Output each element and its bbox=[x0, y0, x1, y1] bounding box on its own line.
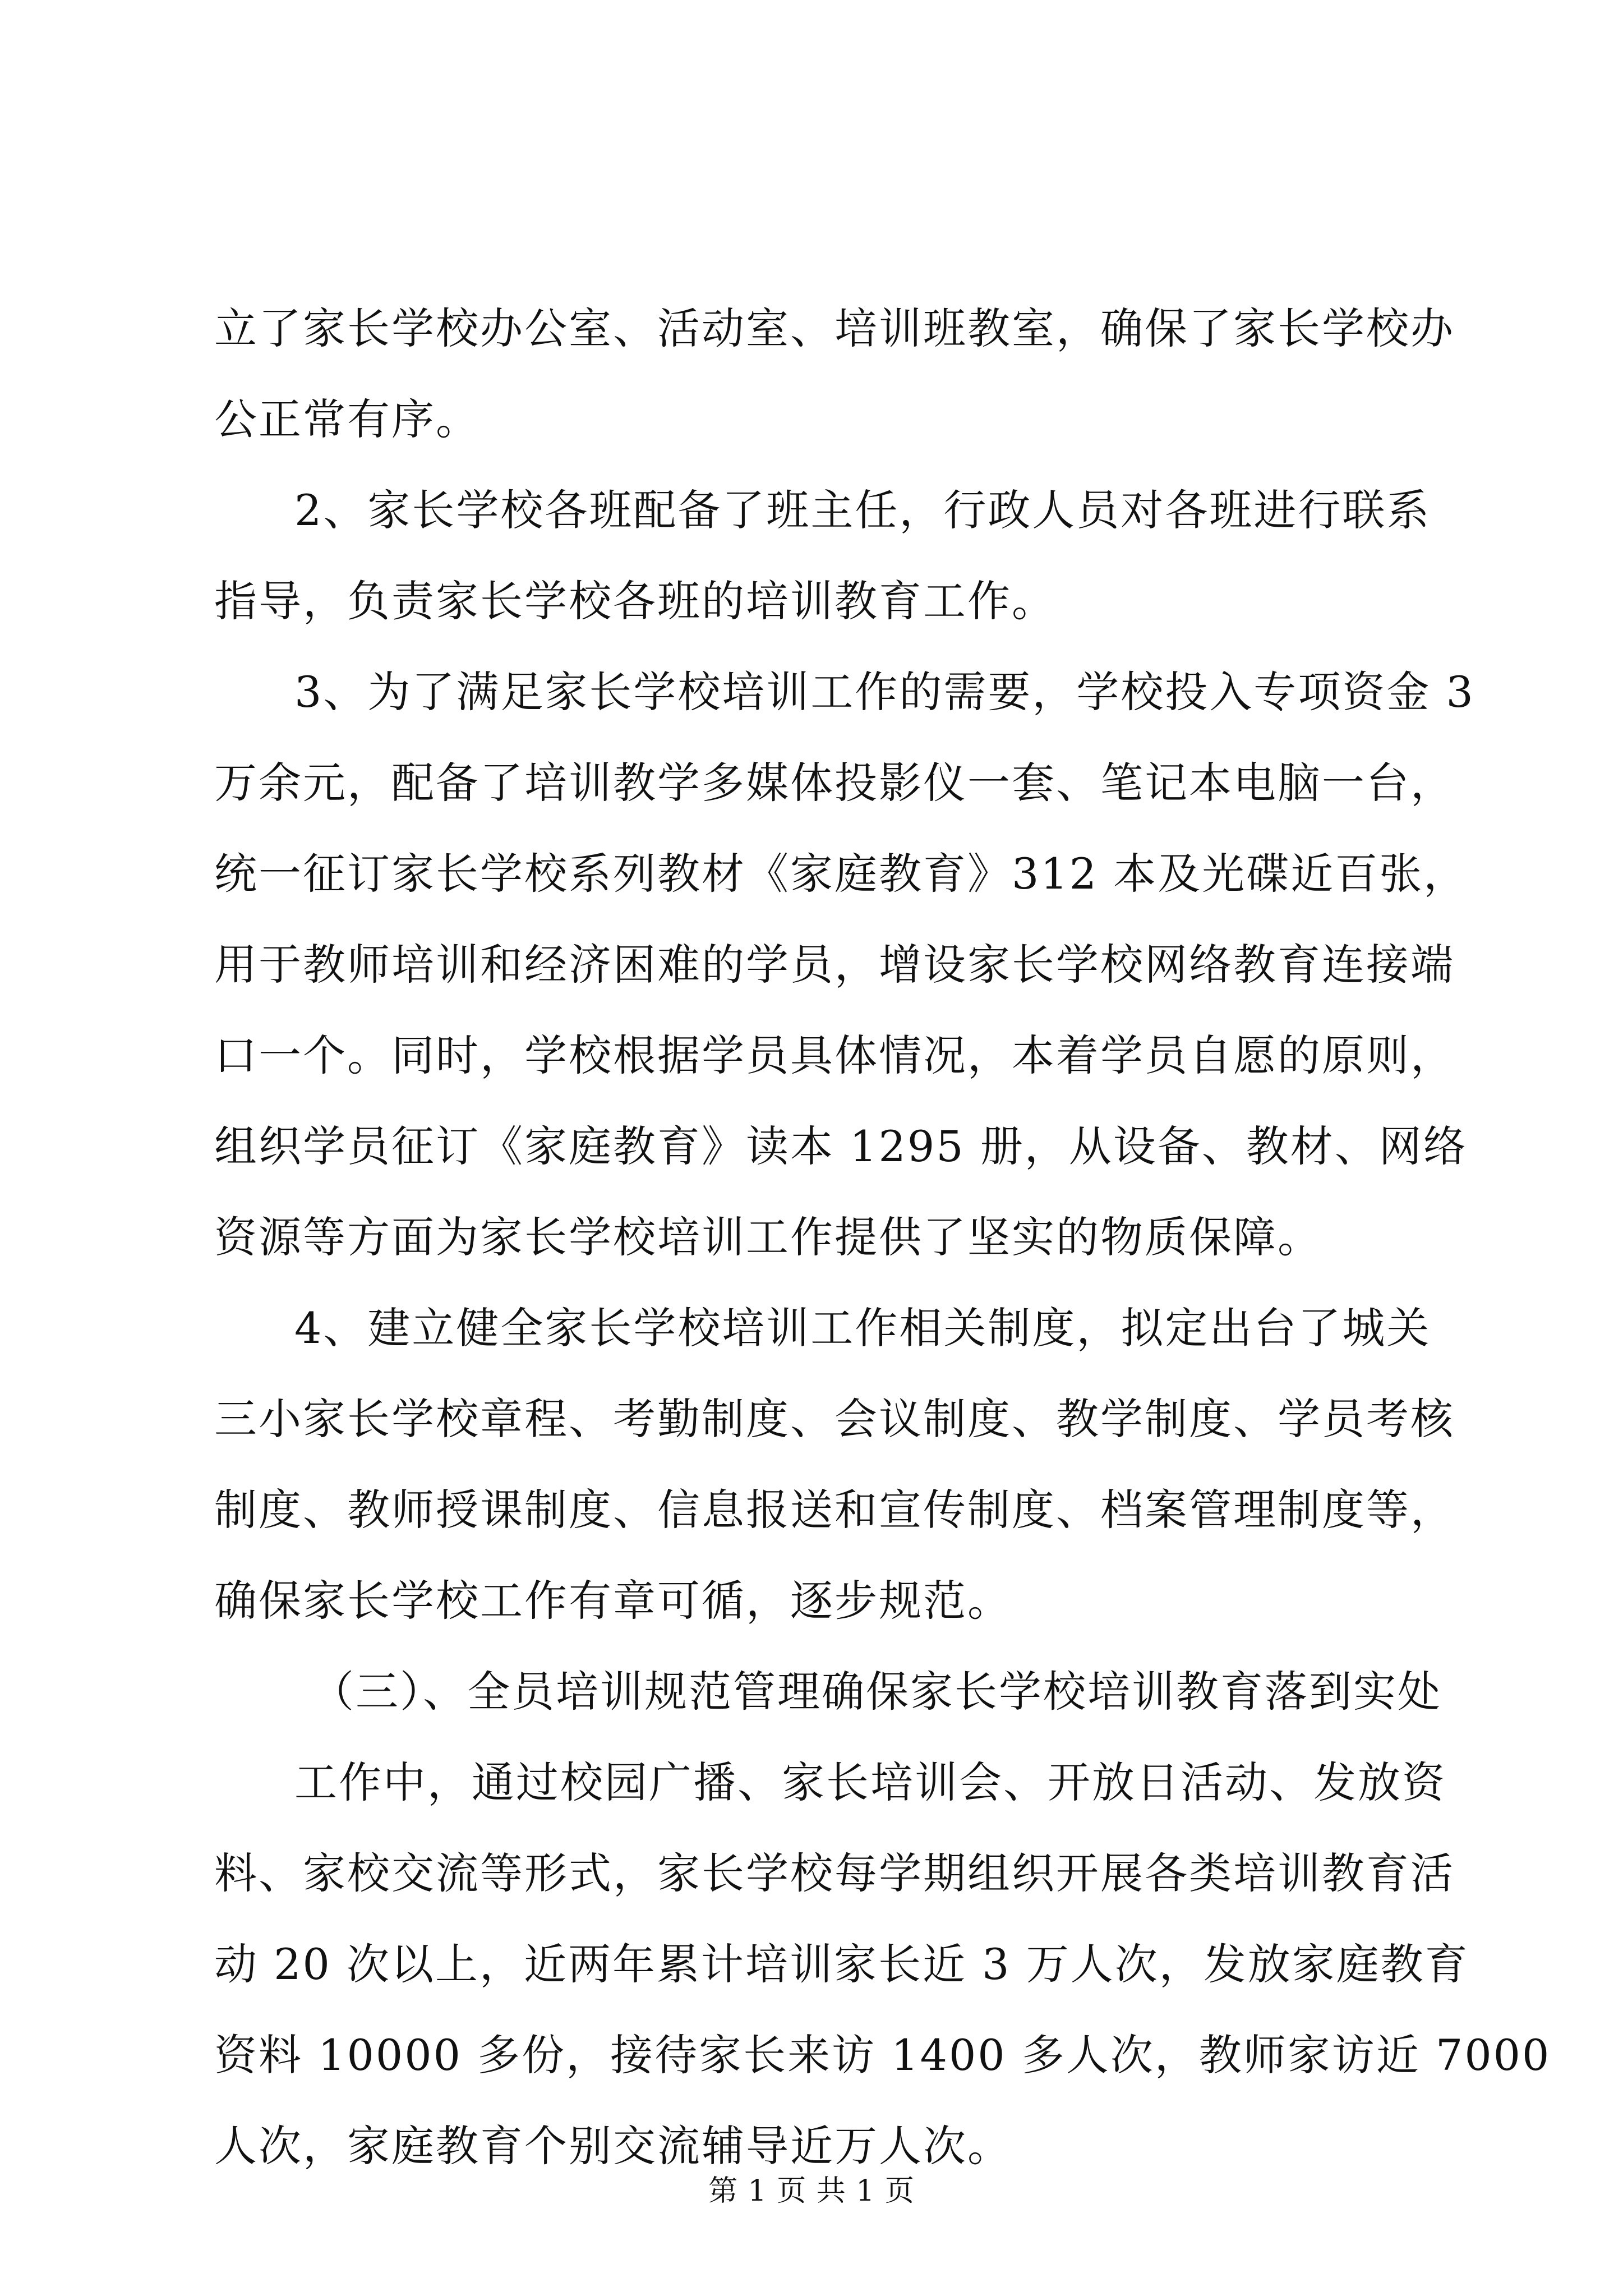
section-heading: （三）、全员培训规范管理确保家长学校培训教育落到实处 bbox=[311, 1667, 1442, 1717]
body-line-7: 统一征订家长学校系列教材《家庭教育》312 本及光碟近百张， bbox=[214, 849, 1468, 899]
body-line-19: 动 20 次以上，近两年累计培训家长近 3 万人次，发放家庭教育 bbox=[214, 1939, 1469, 1989]
body-line-8: 用于教师培训和经济困难的学员，增设家长学校网络教育连接端 bbox=[214, 940, 1455, 990]
body-line-13: 三小家长学校章程、考勤制度、会议制度、教学制度、学员考核 bbox=[214, 1394, 1455, 1444]
page-footer: 第 1 页 共 1 页 bbox=[708, 2174, 915, 2208]
body-line-17: 工作中，通过校园广播、家长培训会、开放日活动、发放资 bbox=[294, 1757, 1446, 1807]
body-line-15: 确保家长学校工作有章可循，逐步规范。 bbox=[214, 1576, 1012, 1626]
body-line-9: 口一个。同时，学校根据学员具体情况，本着学员自愿的原则， bbox=[214, 1030, 1455, 1080]
body-line-2: 公正常有序。 bbox=[214, 394, 480, 444]
body-line-1: 立了家长学校办公室、活动室、培训班教室，确保了家长学校办 bbox=[214, 303, 1455, 353]
body-line-4: 指导，负责家长学校各班的培训教育工作。 bbox=[214, 576, 1056, 626]
body-line-3: 2、家长学校各班配备了班主任，行政人员对各班进行联系 bbox=[294, 485, 1431, 535]
body-line-5: 3、为了满足家长学校培训工作的需要，学校投入专项资金 3 bbox=[294, 667, 1475, 717]
body-line-20: 资料 10000 多份，接待家长来访 1400 多人次，教师家访近 7000 bbox=[214, 2030, 1551, 2080]
body-line-11: 资源等方面为家长学校培训工作提供了坚实的物质保障。 bbox=[214, 1212, 1322, 1262]
body-line-10: 组织学员征订《家庭教育》读本 1295 册，从设备、教材、网络 bbox=[214, 1121, 1468, 1171]
body-line-6: 万余元，配备了培训教学多媒体投影仪一套、笔记本电脑一台， bbox=[214, 758, 1455, 808]
body-line-21: 人次，家庭教育个别交流辅导近万人次。 bbox=[214, 2121, 1012, 2171]
body-line-12: 4、建立健全家长学校培训工作相关制度，拟定出台了城关 bbox=[294, 1303, 1431, 1353]
body-line-14: 制度、教师授课制度、信息报送和宣传制度、档案管理制度等， bbox=[214, 1485, 1455, 1535]
body-line-18: 料、家校交流等形式，家长学校每学期组织开展各类培训教育活 bbox=[214, 1848, 1455, 1898]
